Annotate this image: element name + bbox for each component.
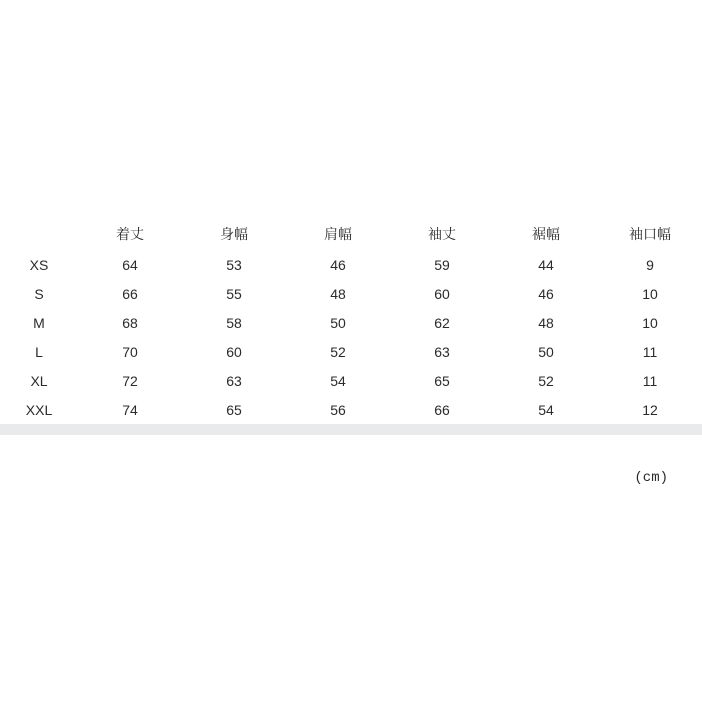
cell-s-hem-width: 46	[538, 285, 554, 302]
column-header-sleeve-length: 袖丈	[428, 226, 456, 242]
cell-xxl-body-length: 74	[122, 401, 138, 418]
cell-m-cuff-width: 10	[642, 314, 658, 331]
table-row	[0, 250, 702, 279]
cell-m-sleeve-length: 62	[434, 314, 450, 331]
column-header-hem-width: 裾幅	[532, 226, 560, 242]
cell-xxl-cuff-width: 12	[642, 401, 658, 418]
table-corner-cell	[0, 200, 78, 250]
cell-s-body-length: 66	[122, 285, 138, 302]
column-header-chest-width: 身幅	[220, 226, 248, 242]
cell-xxl-chest-width: 65	[226, 401, 242, 418]
divider-band	[0, 424, 702, 435]
column-header-shoulder-width: 肩幅	[324, 226, 352, 242]
cell-l-hem-width: 50	[538, 343, 554, 360]
cell-xs-hem-width: 44	[538, 256, 554, 273]
size-chart-table	[0, 200, 702, 424]
cell-xxl-hem-width: 54	[538, 401, 554, 418]
cell-xxl-sleeve-length: 66	[434, 401, 450, 418]
cell-l-sleeve-length: 63	[434, 343, 450, 360]
cell-l-cuff-width: 11	[642, 343, 658, 360]
row-label-xs: XS	[29, 256, 49, 273]
column-header-body-length: 着丈	[116, 226, 144, 242]
table-header	[0, 200, 702, 250]
row-label-l: L	[35, 343, 43, 360]
table-row	[0, 279, 702, 308]
table-row	[0, 337, 702, 366]
cell-xs-body-length: 64	[122, 256, 138, 273]
column-header-cuff-width: 袖口幅	[629, 226, 671, 242]
row-label-s: S	[34, 285, 44, 302]
table-row	[0, 395, 702, 424]
cell-l-chest-width: 60	[226, 343, 242, 360]
cell-s-shoulder-width: 48	[330, 285, 346, 302]
cell-m-body-length: 68	[122, 314, 138, 331]
cell-xl-hem-width: 52	[538, 372, 554, 389]
cell-m-chest-width: 58	[226, 314, 242, 331]
cell-l-shoulder-width: 52	[330, 343, 346, 360]
cell-xs-chest-width: 53	[226, 256, 242, 273]
cell-xl-sleeve-length: 65	[434, 372, 450, 389]
cell-m-shoulder-width: 50	[330, 314, 346, 331]
cell-m-hem-width: 48	[538, 314, 554, 331]
cell-s-chest-width: 55	[226, 285, 242, 302]
row-label-m: M	[33, 314, 45, 331]
cell-xl-cuff-width: 11	[642, 372, 658, 389]
table-row	[0, 308, 702, 337]
table-row	[0, 366, 702, 395]
unit-note: (cm)	[634, 470, 668, 486]
cell-l-body-length: 70	[122, 343, 138, 360]
row-label-xxl: XXL	[25, 401, 53, 418]
cell-xxl-shoulder-width: 56	[330, 401, 346, 418]
cell-xl-body-length: 72	[122, 372, 138, 389]
table-header-row	[0, 200, 702, 250]
cell-xs-sleeve-length: 59	[434, 256, 450, 273]
cell-s-cuff-width: 10	[642, 285, 658, 302]
cell-xl-chest-width: 63	[226, 372, 242, 389]
table-body	[0, 250, 702, 424]
cell-xl-shoulder-width: 54	[330, 372, 346, 389]
cell-xs-shoulder-width: 46	[330, 256, 346, 273]
cell-xs-cuff-width: 9	[646, 256, 654, 273]
cell-s-sleeve-length: 60	[434, 285, 450, 302]
row-label-xl: XL	[30, 372, 48, 389]
